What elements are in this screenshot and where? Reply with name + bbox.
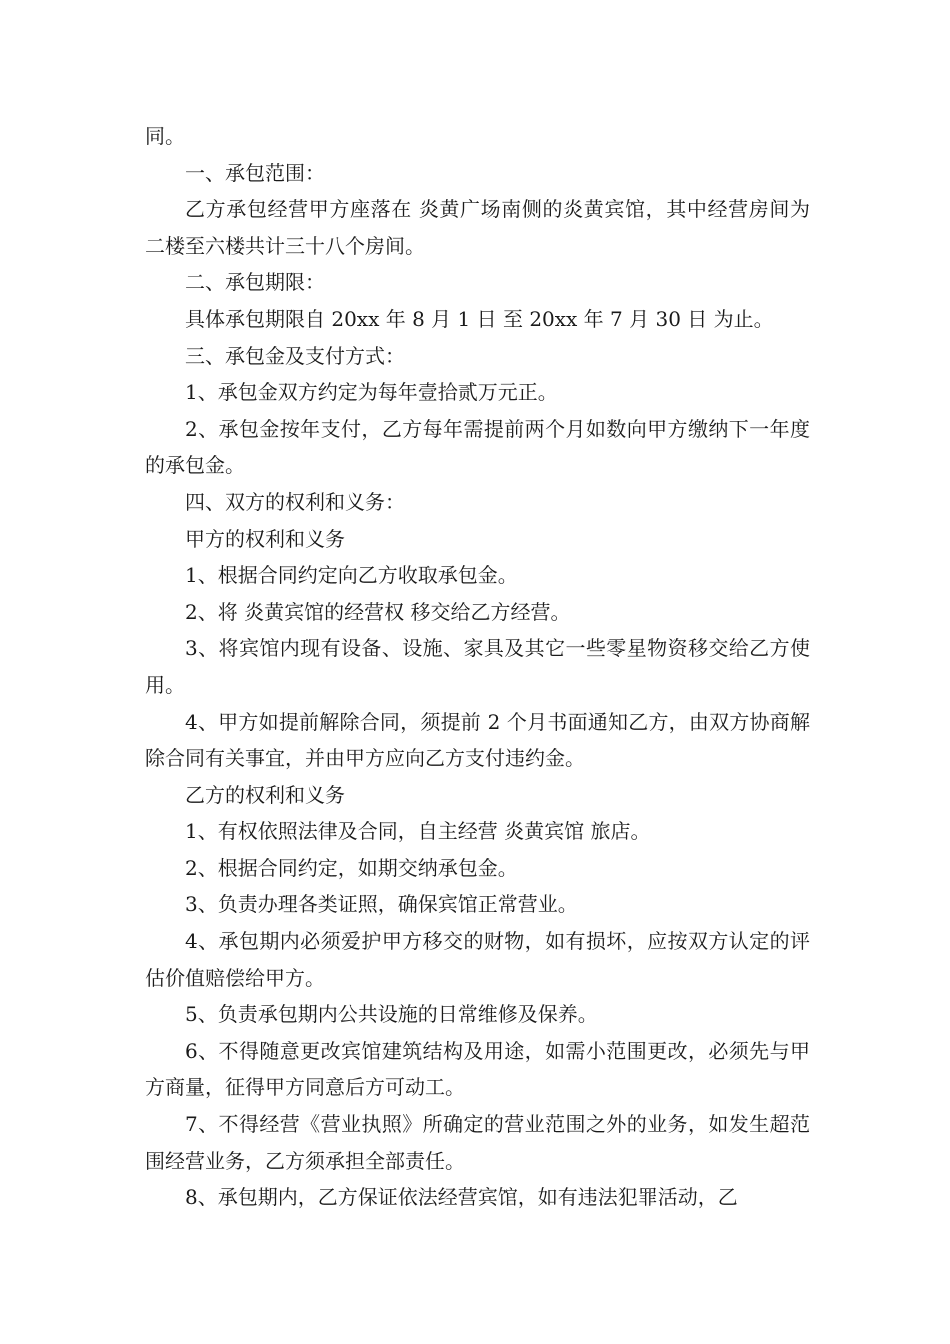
paragraph-6: 1、承包金双方约定为每年壹拾贰万元正。 <box>185 380 558 405</box>
section-heading-scope: 一、承包范围： <box>185 160 325 185</box>
paragraph-0: 同。 <box>145 124 185 148</box>
paragraph-10: 1、根据合同约定向乙方收取承包金。 <box>185 563 518 588</box>
paragraph-12: 3、将宾馆内现有设备、设施、家具及其它一些零星物资移交给乙方使用。 <box>145 636 810 697</box>
section-heading-payment: 三、承包金及支付方式： <box>185 343 405 368</box>
document-body <box>145 118 810 1216</box>
paragraph-18: 4、承包期内必须爱护甲方移交的财物，如有损坏，应按双方认定的评估价值赔偿给甲方。 <box>145 929 810 990</box>
paragraph-21: 7、不得经营《营业执照》所确定的营业范围之外的业务，如发生超范围经营业务，乙方须承担全部责任。 <box>145 1112 810 1173</box>
paragraph-2: 乙方承包经营甲方座落在 炎黄广场南侧的炎黄宾馆，其中经营房间为二楼至六楼共计三十八个房间。 <box>145 197 810 258</box>
paragraph-13: 4、甲方如提前解除合同，须提前 2 个月书面通知乙方，由双方协商解除合同有关事宜，并由甲方应向乙方支付违约金。 <box>145 709 810 771</box>
paragraph-19: 5、负责承包期内公共设施的日常维修及保养。 <box>185 1002 598 1027</box>
paragraph-22: 8、承包期内，乙方保证依法经营宾馆，如有违法犯罪活动，乙 <box>185 1185 738 1210</box>
paragraph-16: 2、根据合同约定，如期交纳承包金。 <box>185 855 518 880</box>
paragraph-4: 具体承包期限自 20xx 年 8 月 1 日 至 20xx 年 7 月 30 日 为止。 <box>185 306 774 331</box>
paragraph-7: 2、承包金按年支付，乙方每年需提前两个月如数向甲方缴纳下一年度的承包金。 <box>145 416 810 478</box>
section-heading-term: 二、承包期限： <box>185 270 325 295</box>
paragraph-11: 2、将 炎黄宾馆的经营权 移交给乙方经营。 <box>185 599 571 624</box>
subheading-party-b: 乙方的权利和义务 <box>185 782 345 807</box>
section-heading-rights: 四、双方的权利和义务： <box>185 489 405 514</box>
paragraph-20: 6、不得随意更改宾馆建筑结构及用途，如需小范围更改，必须先与甲方商量，征得甲方同意后方可动工。 <box>145 1038 810 1100</box>
paragraph-17: 3、负责办理各类证照，确保宾馆正常营业。 <box>185 892 578 917</box>
subheading-party-a: 甲方的权利和义务 <box>185 526 345 551</box>
paragraph-15: 1、有权依照法律及合同，自主经营 炎黄宾馆 旅店。 <box>185 819 651 844</box>
